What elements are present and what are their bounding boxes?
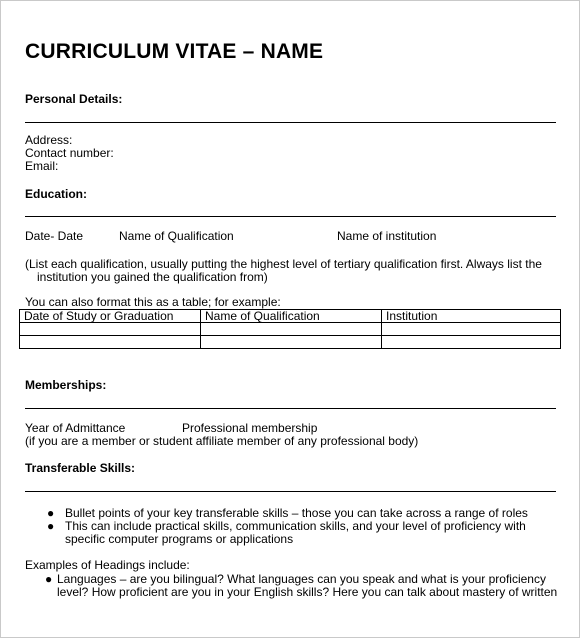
table-row (20, 323, 561, 336)
table-cell (20, 336, 201, 349)
table-header-row (20, 310, 561, 323)
table-cell (20, 323, 201, 336)
education-date-label: Date- Date (25, 229, 84, 243)
skills-bullet-2: This can include practical skills, communication skills, and your level of proficiency with specific computer programs or applications (65, 519, 526, 546)
education-qualification-label: Name of Qualification (119, 229, 234, 243)
professional-membership-label: Professional membership (182, 421, 318, 435)
year-of-admittance-label: Year of Admittance (25, 421, 126, 435)
education-divider (25, 216, 556, 217)
education-note-line1: (List each qualification, usually putting the highest level of tertiary qualification first. Always list the (25, 257, 542, 271)
education-table (19, 309, 561, 349)
education-note-line2: institution you gained the qualification from) (37, 270, 268, 284)
document-title: CURRICULUM VITAE – NAME (25, 40, 324, 63)
table-cell (201, 336, 382, 349)
bullet-icon: ● (47, 506, 55, 520)
contact-number-label: Contact number: (25, 146, 114, 160)
memberships-divider (25, 408, 556, 409)
table-cell (382, 336, 561, 349)
example-bullet-languages: Languages – are you bilingual? What languages can you speak and what is your proficiency level? How proficient are you in your English skills? Here you can talk about mastery of written (57, 572, 558, 599)
table-intro: You can also format this as a table; for example: (25, 295, 281, 309)
memberships-heading: Memberships: (25, 378, 107, 392)
address-label: Address: (25, 133, 73, 147)
email-label: Email: (25, 159, 59, 173)
table-header-institution: Institution (382, 310, 561, 323)
skills-bullet-1: Bullet points of your key transferable skills – those you can take across a range of roles (65, 506, 528, 520)
education-institution-label: Name of institution (337, 229, 437, 243)
table-header-qualification: Name of Qualification (201, 310, 382, 323)
personal-details-heading: Personal Details: (25, 92, 123, 106)
table-cell (201, 323, 382, 336)
bullet-icon: ● (47, 519, 55, 533)
transferable-skills-heading: Transferable Skills: (25, 461, 136, 475)
bullet-icon: ● (45, 572, 53, 586)
table-row (20, 336, 561, 349)
table-cell (382, 323, 561, 336)
personal-divider (25, 122, 556, 123)
memberships-note: (if you are a member or student affiliate member of any professional body) (25, 434, 419, 448)
examples-intro: Examples of Headings include: (25, 558, 190, 572)
education-heading: Education: (25, 187, 87, 201)
skills-divider (25, 491, 556, 492)
table-header-date: Date of Study or Graduation (20, 310, 201, 323)
